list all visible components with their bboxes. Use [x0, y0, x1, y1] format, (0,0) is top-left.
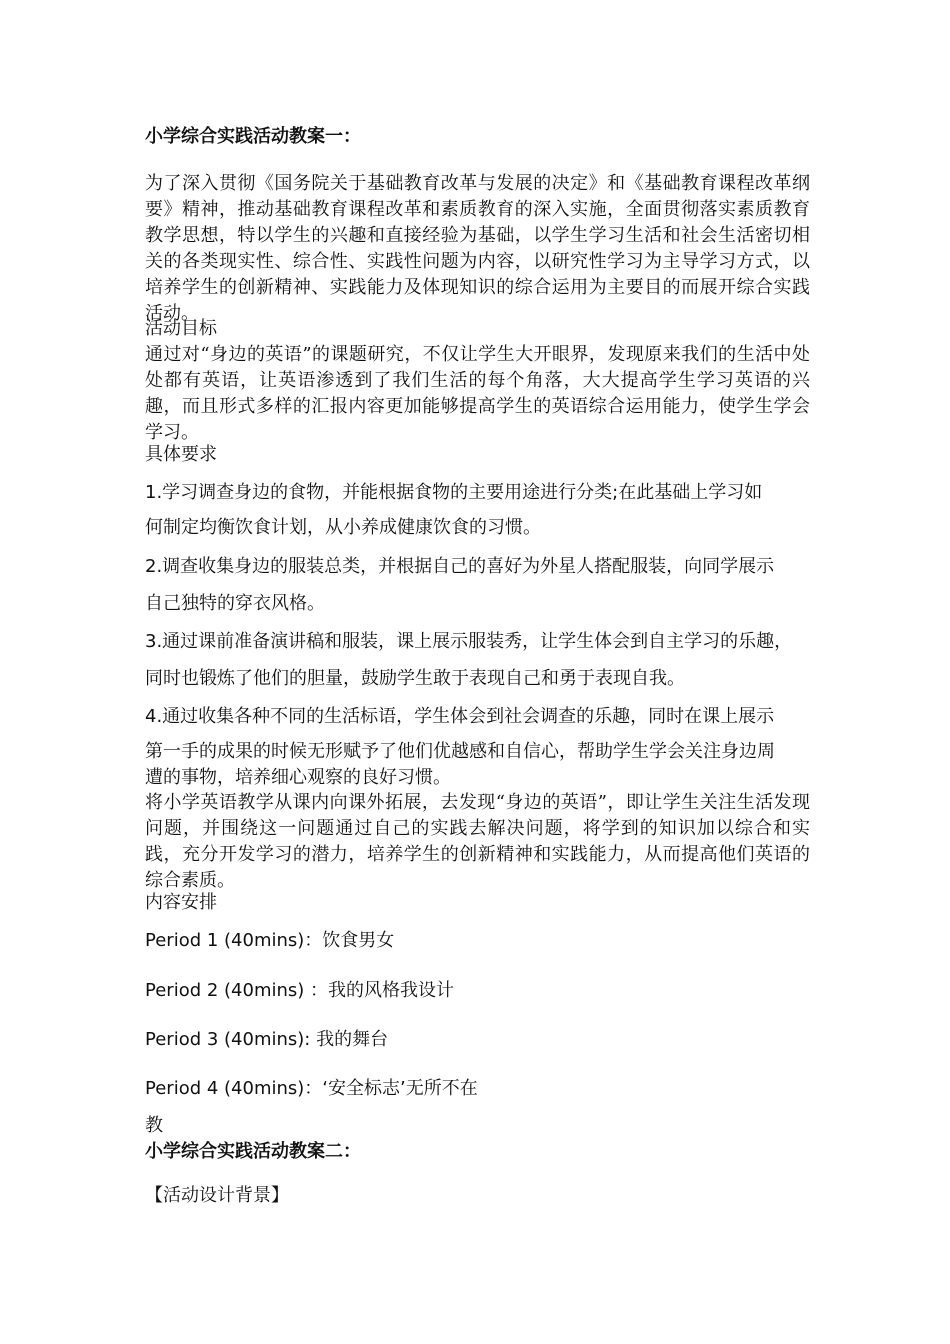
requirement-3-line-1: 3.通过课前准备演讲稿和服装，课上展示服装秀，让学生体会到自主学习的乐趣，	[145, 631, 793, 652]
period-3: Period 3 (40mins): 我的舞台	[145, 1029, 389, 1050]
period-4: Period 4 (40mins)：‘安全标志’无所不在	[145, 1078, 478, 1099]
period-2: Period 2 (40mins) ：我的风格我设计	[145, 980, 455, 1001]
intro-paragraph: 为了深入贯彻《国务院关于基础教育改革与发展的决定》和《基础教育课程改革纲要》精神，推动基础教育课程改革和素质教育的深入实施，全面贯彻落实素质教育教学思想，特以学生的兴趣和直接经验为基础，以学生学习生活和社会生活密切相关的各类现实性、综合性、实践性问题为内容，以研究性学习为主导学习方式，以培养学生的创新精神、实践能力及体现知识的综合运用为主要目的而展开综合实践活动。	[145, 173, 810, 324]
heading-plan-one: 小学综合实践活动教案一：	[145, 126, 361, 147]
requirement-2-line-1: 2.调查收集身边的服装总类，并根据自己的喜好为外星人搭配服装，向同学展示	[145, 556, 775, 577]
heading-plan-two: 小学综合实践活动教案二：	[145, 1141, 361, 1162]
requirements-heading: 具体要求	[145, 444, 217, 465]
summary-paragraph: 将小学英语教学从课内向课外拓展，去发现“身边的英语”，即让学生关注生活发现问题，并围绕这一问题通过自己的实践去解决问题，将学到的知识加以综合和实践，充分开发学习的潜力，培养学生的创新精神和实践能力，从而提高他们英语的综合素质。	[145, 792, 810, 891]
requirement-4-line-2: 第一手的成果的时候无形赋予了他们优越感和自信心，帮助学生学会关注身边周	[145, 741, 775, 762]
goal-heading: 活动目标	[145, 318, 217, 339]
requirement-4-line-3: 遭的事物，培养细心观察的良好习惯。	[145, 767, 451, 788]
requirement-3-line-2: 同时也锻炼了他们的胆量，鼓励学生敢于表现自己和勇于表现自我。	[145, 668, 685, 689]
content-heading: 内容安排	[145, 892, 217, 913]
period-1: Period 1 (40mins)：饮食男女	[145, 930, 395, 951]
background-heading: 【活动设计背景】	[145, 1185, 289, 1206]
stray-character: 教	[145, 1115, 163, 1136]
goal-paragraph: 通过对“身边的英语”的课题研究，不仅让学生大开眼界，发现原来我们的生活中处处都有英语，让英语渗透到了我们生活的每个角落，大大提高学生学习英语的兴趣，而且形式多样的汇报内容更加能够提高学生的英语综合运用能力，使学生学会学习。	[145, 344, 810, 443]
requirement-1-line-2: 何制定均衡饮食计划，从小养成健康饮食的习惯。	[145, 517, 541, 538]
requirement-1-line-1: 1.学习调查身边的食物，并能根据食物的主要用途进行分类;在此基础上学习如	[145, 482, 763, 503]
requirement-2-line-2: 自己独特的穿衣风格。	[145, 593, 325, 614]
requirement-4-line-1: 4.通过收集各种不同的生活标语，学生体会到社会调查的乐趣，同时在课上展示	[145, 706, 775, 727]
